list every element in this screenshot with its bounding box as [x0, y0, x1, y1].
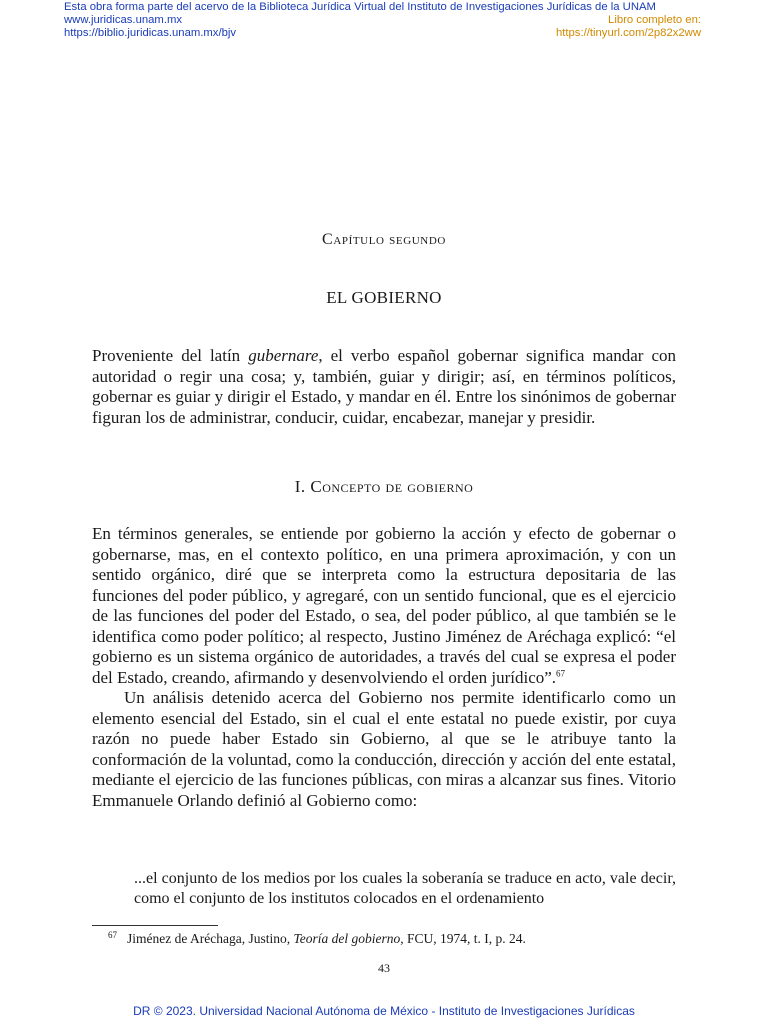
intro-text-end: , el verbo español gobernar significa mandar con autoridad o regir una cosa; y, también, guiar y dirigir; así, en términos políticos, gobernar es guiar y dirigir el Estado, y mandar en él. Entre los sinónimos de gobernar figuran los de administrar, conducir, cuidar, encabezar, manejar y presidir. — [92, 346, 676, 427]
book-link[interactable]: https://tinyurl.com/2p82x2ww — [555, 27, 701, 39]
book-label: Libro completo en: — [608, 14, 701, 26]
copyright-footer: DR © 2023. Universidad Nacional Autónoma de México - Instituto de Investigaciones Jurídicas — [133, 1004, 635, 1018]
intro-latin-term: gubernare — [248, 346, 319, 365]
intro-text-start: Proveniente del latín — [92, 346, 249, 365]
section-heading: I. Concepto de gobierno — [294, 477, 474, 496]
footnote-title: Teoría del gobierno — [293, 931, 401, 946]
paragraph-concept-text: En términos generales, se entiende por gobierno la acción y efecto de gobernar o gobernarse, mas, en el contexto político, en una primera aproximación, y con un sentido orgánico, diré que se interpreta como la estructura depositaria de las funciones del poder público, y agregaré, con un sentido funcional, que es el ejercicio de las funciones del poder del Estado, o sea, del poder público, al que también se le identifica como poder político; al respecto, Justino Jiménez de Aréchaga explicó: “el gobierno es un sistema orgánico de autoridades, a través del cual se expresa el poder del Estado, creando, afirmando y desenvolviendo el orden jurídico”. — [92, 524, 676, 687]
page-number: 43 — [378, 961, 390, 975]
site-link[interactable]: www.juridicas.unam.mx — [64, 14, 183, 26]
footnote-number: 67 — [108, 929, 117, 940]
intro-paragraph — [92, 346, 676, 428]
block-quote: ...el conjunto de los medios por los cuales la soberanía se traduce en acto, vale decir, como el conjunto de los institutos colocados en el ordenamiento — [134, 870, 676, 907]
header-notice: Esta obra forma parte del acervo de la Biblioteca Jurídica Virtual del Instituto de Investigaciones Jurídicas de la UNAM — [64, 1, 656, 13]
footnote-author: Jiménez de Aréchaga, Justino, — [127, 931, 294, 946]
footnote-details: , FCU, 1974, t. I, p. 24. — [400, 931, 526, 946]
bjv-link[interactable]: https://biblio.juridicas.unam.mx/bjv — [64, 27, 237, 39]
footnote — [108, 930, 526, 948]
footnote-rule — [92, 925, 218, 926]
chapter-title: EL GOBIERNO — [326, 288, 442, 307]
footnote-ref[interactable]: 67 — [556, 667, 566, 678]
paragraph-analysis: Un análisis detenido acerca del Gobierno nos permite identificarlo como un elemento esencial del Estado, sin el cual el ente estatal no puede existir, por cuya razón no puede haber Estado sin Gobierno, al que se le atribuye tanto la conformación de la voluntad, como la conducción, dirección y acción del ente estatal, mediante el ejercicio de las funciones públicas, con miras a alcanzar sus fines. Vitorio Emmanuele Orlando definió al Gobierno como: — [92, 688, 676, 810]
body-text — [92, 524, 676, 811]
paragraph-concept — [92, 524, 676, 688]
chapter-label: Capítulo segundo — [322, 231, 446, 248]
